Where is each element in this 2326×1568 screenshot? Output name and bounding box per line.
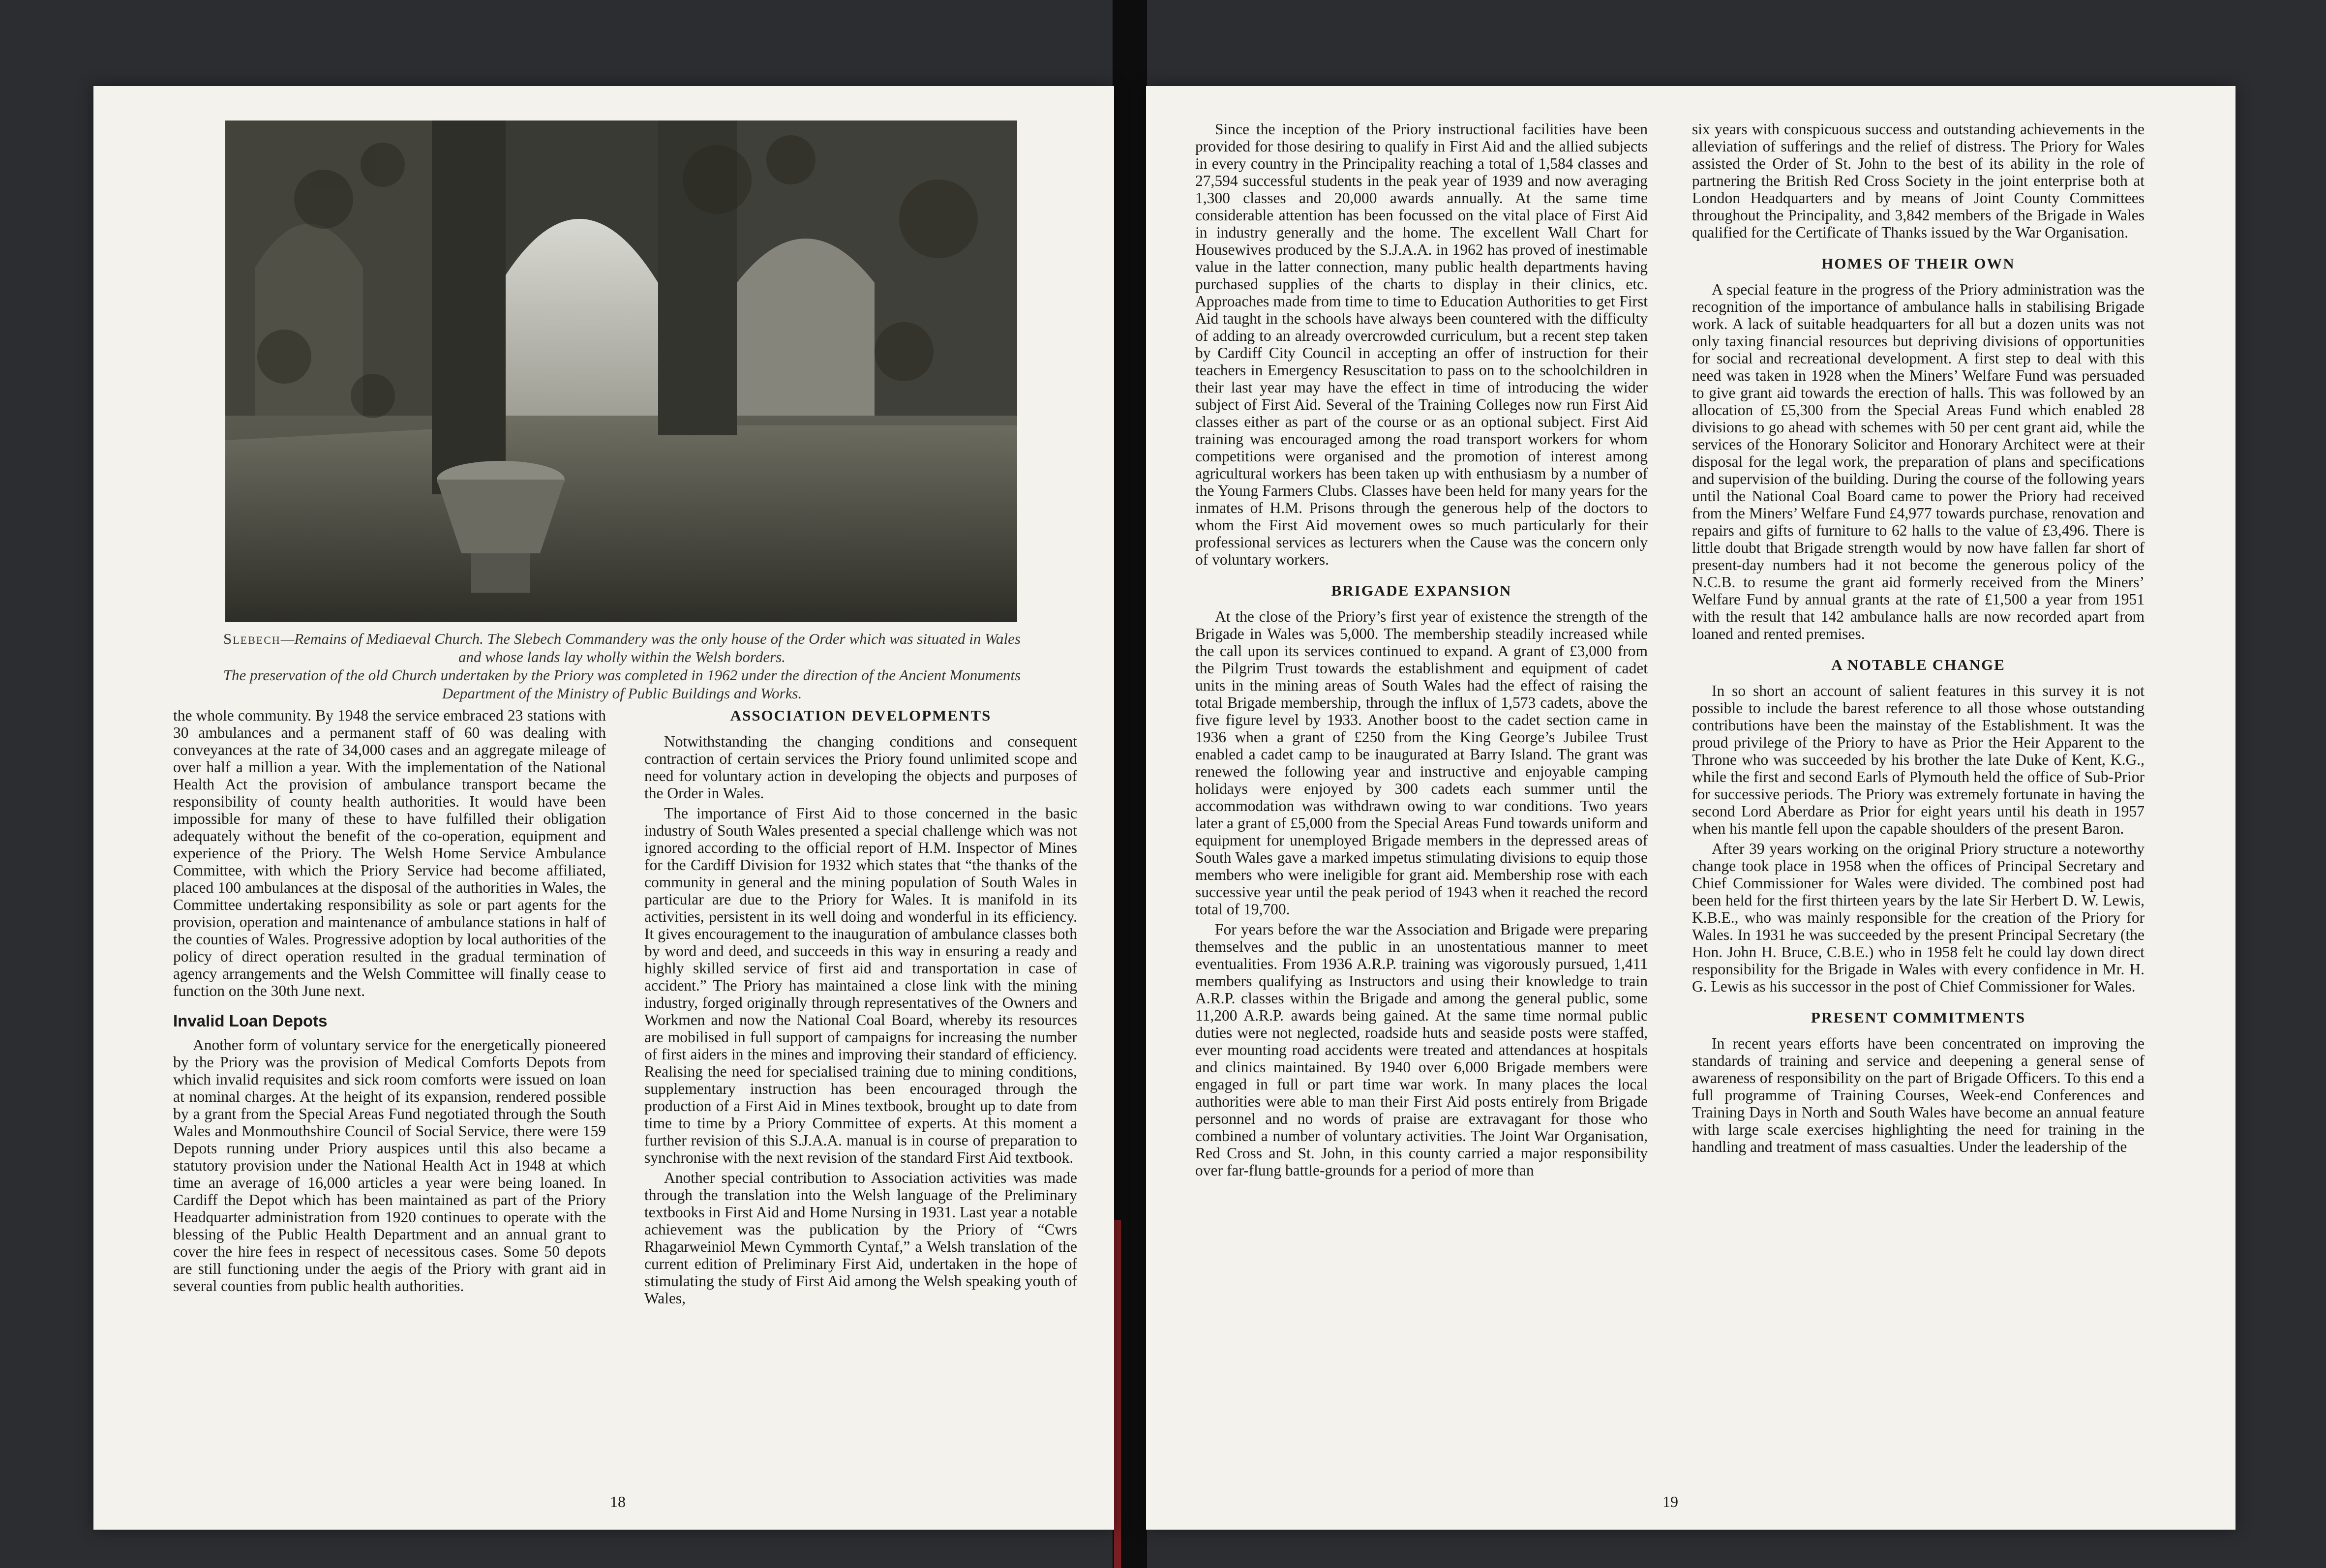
paragraph: In recent years efforts have been concentrated on improving the standards of training and service and deepening a general sense of awareness of responsibility on the part of Brigade Officers. To this end a full programme of Training Courses, Week-end Conferences and Training Days in North and South Wales have become an annual feature with large scale exercises highlighting the need for training in the handling and treatment of mass casualties. Under the leadership of the bbox=[1692, 1035, 2145, 1155]
paragraph: The importance of First Aid to those concerned in the basic industry of South Wales presented a special challenge which was not ignored according to the official report of H.M. Inspector of Mines for the Cardiff Division for 1932 which states that “the thanks of the community in general and the mining population of South Wales in particular are due to the Priory for Wales. It is manifold in its activities, persistent in its well doing and wonderful in its efficiency. It gives encouragement to the inauguration of ambulance classes both by word and deed, and succeeds in this way in ensuring a ready and highly skilled service of first aid and transportation in case of accident.” The Priory has maintained a close link with the mining industry, forged originally through representatives of the Owners and Workmen and now the National Coal Board, whereby its resources are mobilised in full support of campaigns for increasing the number of first aiders in the mines and improving their standard of efficiency. Realising the need for specialised training due to mining conditions, supplementary instruction has been encouraged through the production of a First Aid in Mines textbook, brought up to date from time to time by a Priory Committee of experts. At this moment a further revision of this S.J.A.A. manual is in course of preparation to synchronise with the next revision of the standard First Aid textbook. bbox=[644, 805, 1077, 1166]
paragraph: Since the inception of the Priory instructional facilities have been provided for those desiring to qualify in First Aid and the allied subjects in every country in the Principality reaching a total of 1,584 classes and 27,594 successful students in the peak year of 1939 and now averaging 1,300 classes and 20,000 awards annually. At the same time considerable attention has been focussed on the vital place of First Aid in industry generally and the home. The excellent Wall Chart for Housewives produced by the S.J.A.A. in 1962 has proved of inestimable value in the latter connection, many public health departments having purchased supplies of the charts to display in their clinics, etc. Approaches made from time to time to Education Authorities to get First Aid taught in the schools have always been countered with the difficulty of adding to an already overcrowded curriculum, but a recent step taken by Cardiff City Council in accepting an offer of instruction for their teachers in Emergency Resuscitation to pass on to the schoolchildren in their last year may have the effect in time of introducing the wider subject of First Aid. Several of the Training Colleges now run First Aid classes either as part of the course or as an optional subject. First Aid training was encouraged among the road transport workers for whom competitions were organised and the promotion of interest among agricultural workers has been taken up with enthusiasm by a number of the Young Farmers Clubs. Classes have been held for many years for the inmates of H.M. Prisons through the generous help of the doctors to whom the First Aid movement owes so much particularly for their professional services as lecturers when the Cause was the concern only of voluntary workers. bbox=[1195, 121, 1648, 568]
church-ruins-photo bbox=[225, 121, 1017, 622]
paragraph: A special feature in the progress of the Priory administration was the recognition of the importance of ambulance halls in stabilising Brigade work. A lack of suitable headquarters for all but a dozen units was not only taxing financial resources but depriving divisions of opportunities for social and recreational development. A first step to deal with this need was taken in 1928 when the Miners’ Welfare Fund was persuaded to give grant aid towards the erection of halls. This was followed by an allocation of £5,300 from the Special Areas Fund which enabled 28 divisions to go ahead with schemes with 50 per cent grant aid, while the services of the Honorary Solicitor and Honorary Architect were at their disposal for the legal work, the preparation of plans and specifications and supervision of the building. During the course of the following years until the National Coal Board came to power the Priory had received from the Miners’ Welfare Fund £4,977 towards purchase, renovation and repairs and gifts of furniture to 62 halls to the value of £3,496. There is little doubt that Brigade strength would by now have fallen far short of present-day numbers had it not become the generous policy of the N.C.B. to resume the grant aid formerly received from the Miners’ Welfare Fund by annual grants at the rate of £1,500 a year from 1951 with the result that 142 ambulance halls are now recorded apart from loaned and rented premises. bbox=[1692, 281, 2145, 642]
section-heading: BRIGADE EXPANSION bbox=[1331, 582, 1512, 599]
caption-sentence-2: The preservation of the old Church undertaken by the Priory was completed in 1962 under the direction of the Ancient Monuments Department of the Ministry of Public Buildings and Works. bbox=[223, 666, 1021, 702]
paragraph: For years before the war the Association and Brigade were preparing themselves and the public in an unostentatious manner to meet eventualities. From 1936 A.R.P. training was vigorously pursued, 1,411 members qualifying as Instructors and using their knowledge to train A.R.P. classes within the Brigade and among the general public, some 11,200 A.R.P. awards being gained. At the same time normal public duties were not neglected, roadside huts and seaside posts were staffed, ever mounting road accidents were treated and attendances at hospitals and clinics maintained. By 1940 over 6,000 Brigade members were engaged in full or part time war work. In many places the local authorities were able to man their First Aid posts entirely from Brigade personnel and no words of praise are extravagant for those who combined a number of voluntary activities. The Joint War Organisation, Red Cross and St. John, in this county carried a major responsibility over far-flung battle-grounds for a period of more than bbox=[1195, 921, 1648, 1179]
paragraph: In so short an account of salient features in this survey it is not possible to include the barest reference to all those whose outstanding contributions have been the mainstay of the Establishment. It was the proud privilege of the Priory to have as Prior the Heir Apparent to the Throne who was succeeded by his brother the late Duke of Kent, K.G., while the first and second Earls of Plymouth held the office of Sub-Prior for successive periods. The Priory was extremely fortunate in having the second Lord Aberdare as Prior for eight years until his death in 1957 when his mantle fell upon the capable shoulders of the present Baron. bbox=[1692, 682, 2145, 837]
right-page-column-1 bbox=[1195, 121, 1648, 1182]
paragraph: Another form of voluntary service for the energetically pioneered by the Priory was the provision of Medical Comforts Depots from which invalid requisites and sick room comforts were issued on loan at nominal charges. At the height of its expansion, rendered possible by a grant from the Special Areas Fund negotiated through the South Wales and Monmouthshire Council of Social Service, there were 159 Depots running under Priory auspices until this also became a statutory provision under the National Health Act in 1948 at which time an average of 16,000 articles a year were being loaned. In Cardiff the Depot which has been maintained as part of the Priory Headquarter administration from 1920 continues to operate with the blessing of the Public Health Department and an annual grant to cover the hire fees in respect of necessitous cases. Some 50 depots are still functioning under the aegis of the Priory with grant aid in several counties from public health authorities. bbox=[173, 1036, 606, 1295]
section-heading: Invalid Loan Depots bbox=[173, 1012, 328, 1030]
photo-caption bbox=[222, 630, 1022, 702]
section-heading: A NOTABLE CHANGE bbox=[1831, 656, 2005, 673]
page-number: 19 bbox=[1662, 1493, 1678, 1510]
paragraph: Another special contribution to Association activities was made through the translation into the Welsh language of the Preliminary textbooks in First Aid and Home Nursing in 1931. Last year a notable achievement was the publication by the Priory of “Cwrs Rhagarweiniol Mewn Cymmorth Cyntaf,” a Welsh translation of the current edition of Preliminary First Aid, undertaken in the hope of stimulating the study of First Aid among the Welsh speaking youth of Wales, bbox=[644, 1169, 1077, 1307]
ruined-arches-illustration bbox=[225, 121, 1017, 622]
caption-sentence-1: —Remains of Mediaeval Church. The Slebech Commandery was the only house of the Order which was situated in Wales and whose lands lay wholly within the Welsh borders. bbox=[280, 630, 1021, 665]
section-heading: HOMES OF THEIR OWN bbox=[1821, 255, 2015, 272]
left-page-column-2 bbox=[644, 707, 1077, 1310]
left-page-column-1 bbox=[173, 707, 606, 1297]
right-page bbox=[1146, 86, 2235, 1530]
left-page bbox=[93, 86, 1114, 1530]
paragraph: Notwithstanding the changing conditions and consequent contraction of certain services the Priory found unlimited scope and need for voluntary action in developing the objects and purposes of the Order in Wales. bbox=[644, 733, 1077, 802]
section-heading: ASSOCIATION DEVELOPMENTS bbox=[730, 707, 992, 724]
bookmark-ribbon bbox=[1114, 1220, 1121, 1568]
caption-place-name: Slebech bbox=[223, 630, 281, 647]
right-page-column-2 bbox=[1692, 121, 2145, 1158]
paragraph: six years with conspicuous success and outstanding achievements in the alleviation of sufferings and the relief of distress. The Priory for Wales assisted the Order of St. John to the best of its ability in the role of partnering the British Red Cross Society in the joint enterprise both at London Headquarters and by means of Joint County Committees throughout the Principality, and 3,842 members of the Brigade in Wales qualified for the Certificate of Thanks issued by the War Organisation. bbox=[1692, 121, 2145, 241]
paragraph: the whole community. By 1948 the service embraced 23 stations with 30 ambulances and a permanent staff of 60 was dealing with conveyances at the rate of 34,000 cases and an aggregate mileage of over half a million a year. With the implementation of the National Health Act the provision of ambulance transport became the responsibility of county health authorities. It would have been impossible for many of these to have fulfilled their obligation adequately without the benefit of the co-operation, equipment and experience of the Priory. The Welsh Home Service Ambulance Committee, with which the Priory Service had become affiliated, placed 100 ambulances at the disposal of the authorities in Wales, the Committee undertaking responsibility as sole or part agents for the provision, operation and maintenance of ambulance stations in half of the counties of Wales. Progressive adoption by local authorities of the policy of direct operation resulted in the gradual termination of agency arrangements and the Welsh Committee will finally cease to function on the 30th June next. bbox=[173, 707, 606, 999]
paragraph: At the close of the Priory’s first year of existence the strength of the Brigade in Wales was 5,000. The membership steadily increased while the call upon its services continued to expand. A grant of £3,000 from the Pilgrim Trust towards the establishment and equipment of cadet units in the mining areas of South Wales had the effect of raising the total Brigade membership, through the influx of 1,573 cadets, above the five figure level by 1933. Another boost to the cadet section came in 1936 when a grant of £250 from the King George’s Jubilee Trust enabled a cadet camp to be inaugurated at Barry Island. The grant was renewed the following year and instructive and enjoyable camping holidays were enjoyed by 300 cadets each summer until the accommodation was withdrawn owing to war conditions. Two years later a grant of £5,000 from the Special Areas Fund towards uniform and equipment for unemployed Brigade members in the depressed areas of South Wales gave a marked impetus stimulating divisions to equip those members who were ineligible for grant aid. Membership rose with each successive year until the peak period of 1943 when it reached the record total of 19,700. bbox=[1195, 608, 1648, 918]
paragraph: After 39 years working on the original Priory structure a noteworthy change took place in 1958 when the offices of Principal Secretary and Chief Commissioner for Wales were divided. The combined post had been held for the first thirteen years by the late Sir Herbert D. W. Lewis, K.B.E., who was mainly responsible for the creation of the Priory for Wales. In 1931 he was succeeded by the present Principal Secretary (the Hon. John H. Bruce, C.B.E.) who in 1958 felt he could lay down direct responsibility for the Brigade in Wales with every confidence in Mr. H. G. Lewis as his successor in the post of Chief Commissioner for Wales. bbox=[1692, 840, 2145, 995]
section-heading: PRESENT COMMITMENTS bbox=[1811, 1009, 2026, 1026]
page-number: 18 bbox=[610, 1493, 626, 1510]
